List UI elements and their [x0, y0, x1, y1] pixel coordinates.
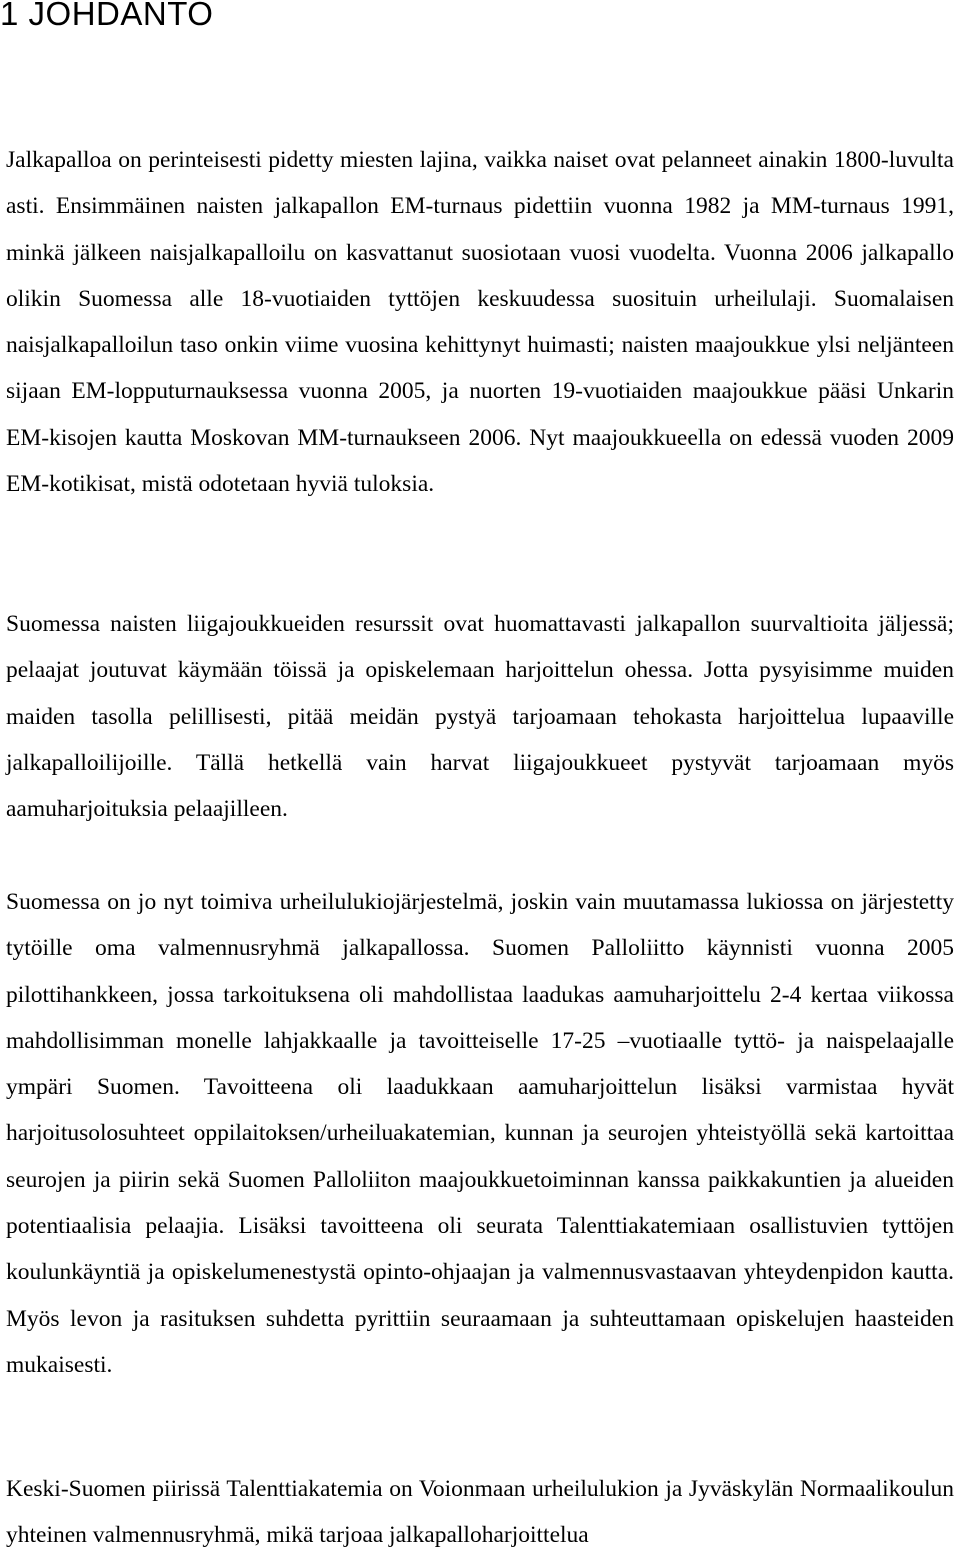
paragraph-history: Jalkapalloa on perinteisesti pidetty miesten lajina, vaikka naiset ovat pelanneet ainakin 1800-luvulta asti. Ensimmäinen naisten jalkapallon EM-turnaus pidettiin vuonna 1982 ja MM-turnaus 1991, minkä jälkeen naisjalkapalloilu on kasvattanut suosiotaan vuosi vuodelta. Vuonna 2006 jalkapallo olikin Suomessa alle 18-vuotiaiden tyttöjen keskuudessa suosituin urheilulaji. Suomalaisen naisjalkapalloilun taso onkin viime vuosina kehittynyt huimasti; naisten maajoukkue ylsi neljänteen sijaan EM-lopputurnauksessa vuonna 2005, ja nuorten 19-vuotiaiden maajoukkue pääsi Unkarin EM-kisojen kautta Moskovan MM-turnaukseen 2006. Nyt maajoukkueella on edessä vuoden 2009 EM-kotikisat, mistä odotetaan hyviä tuloksia.	[6, 147, 954, 498]
paragraph-talent-academy: Suomessa on jo nyt toimiva urheilulukiojärjestelmä, joskin vain muutamassa lukiossa on järjestetty tytöille oma valmennusryhmä jalkapallossa. Suomen Palloliitto käynnisti vuonna 2005 pilottihankkeen, jossa tarkoituksena oli mahdollistaa laadukas aamuharjoittelu 2-4 kertaa viikossa mahdollisimman monelle lahjakkaalle ja tavoitteiselle 17-25 –vuotiaalle tyttö- ja naispelaajalle ympäri Suomen. Tavoitteena oli laadukkaan aamuharjoittelun lisäksi varmistaa hyvät harjoitusolosuhteet oppilaitoksen/urheiluakatemian, kunnan ja seurojen yhteistyöllä sekä kartoittaa seurojen ja piirin sekä Suomen Palloliiton maajoukkuetoiminnan kanssa paikkakuntien ja alueiden potentiaalisia pelaajia. Lisäksi tavoitteena oli seurata Talenttiakatemiaan osallistuvien tyttöjen koulunkäyntiä ja opiskelumenestystä opinto-ohjaajan ja valmennusvastaavan yhteydenpidon kautta. Myös levon ja rasituksen suhdetta pyrittiin seuraamaan ja suhteuttamaan opiskelujen haasteiden mukaisesti.	[6, 889, 954, 1378]
section-heading: 1 JOHDANTO	[0, 0, 214, 32]
paragraph-keski-suomi: Keski-Suomen piirissä Talenttiakatemia on Voionmaan urheilulukion ja Jyväskylän Normaalikoulun yhteinen valmennusryhmä, mikä tarjoaa jalkapalloharjoittelua	[6, 1476, 954, 1549]
paragraph-resources: Suomessa naisten liigajoukkueiden resurssit ovat huomattavasti jalkapallon suurvaltioita jäljessä; pelaajat joutuvat käymään töissä ja opiskelemaan harjoittelun ohessa. Jotta pysyisimme muiden maiden tasolla pelillisesti, pitää meidän pystyä tarjoamaan tehokasta harjoittelua lupaaville jalkapalloilijoille. Tällä hetkellä vain harvat liigajoukkueet pystyvät tarjoamaan myös aamuharjoituksia pelaajilleen.	[6, 611, 954, 823]
